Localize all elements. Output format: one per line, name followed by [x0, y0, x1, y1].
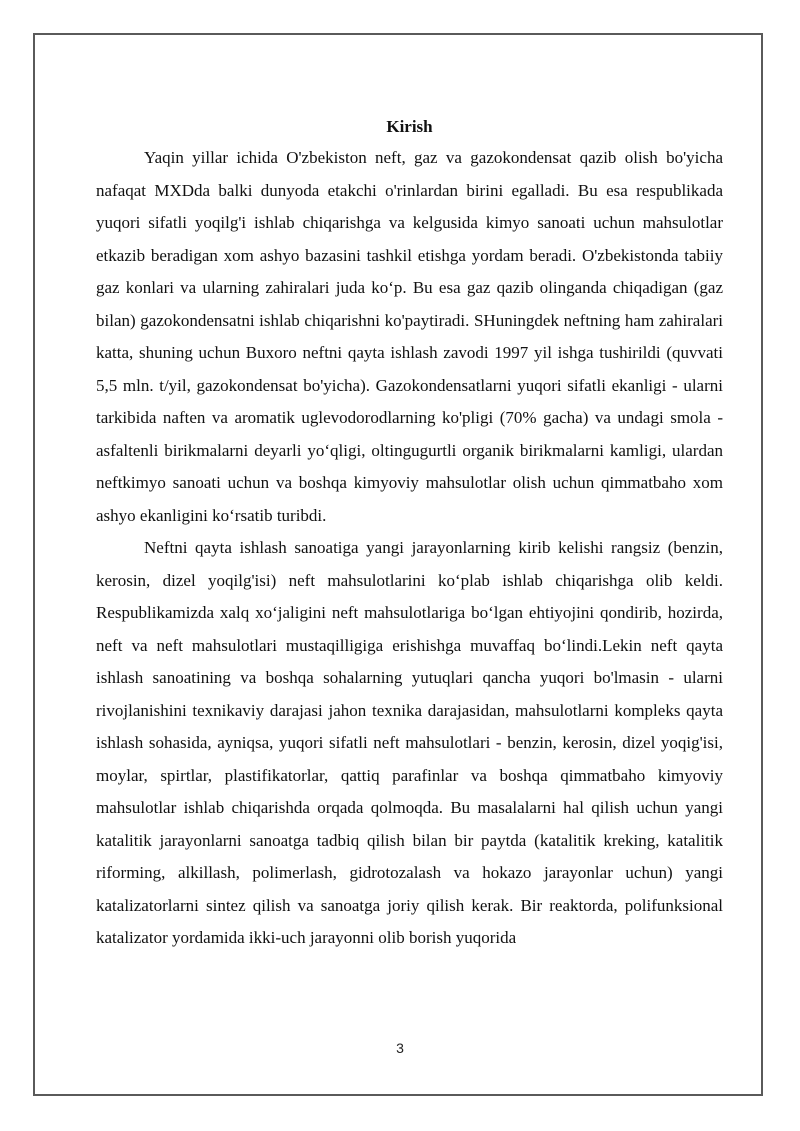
page-number: 3 [396, 1040, 404, 1056]
document-body [96, 112, 723, 955]
paragraph-1: Yaqin yillar ichida O'zbekiston neft, gaz va gazokondensat qazib olish bo'yicha nafaqat MXDda balki dunyoda etakchi o'rinlardan birini egalladi. Bu esa respublikada yuqori sifatli yoqilg'i ishlab chiqarishga va kelgusida kimyo sanoati uchun mahsulotlar etkazib beradigan xom ashyo bazasini tashkil etishga yordam beradi. O'zbekistonda tabiiy gaz konlari va ularning zahiralari juda ko‘p. Bu esa gaz qazib olinganda chiqadigan (gaz bilan) gazokondensatni ishlab chiqarishni ko'paytiradi. SHuningdek neftning ham zahiralari katta, shuning uchun Buxoro neftni qayta ishlash zavodi 1997 yil ishga tushirildi (quvvati 5,5 mln. t/yil, gazokondensat bo'yicha). Gazokondensatlarni yuqori sifatli ekanligi - ularni tarkibida naften va aromatik uglevodorodlarning ko'pligi (70% gacha) va undagi smola - asfaltenli birikmalarni deyarli yo‘qligi, oltingugurtli organik birikmalarni kamligi, ulardan neftkimyo sanoati uchun va boshqa kimyoviy mahsulotlar olish uchun qimmatbaho xom ashyo ekanligini ko‘rsatib turibdi. [96, 148, 723, 525]
section-title: Kirish [386, 117, 433, 136]
paragraph-2: Neftni qayta ishlash sanoatiga yangi jarayonlarning kirib kelishi rangsiz (benzin, kerosin, dizel yoqilg'isi) neft mahsulotlarini ko‘plab ishlab chiqarishga olib keldi. Respublikamizda xalq xo‘jaligini neft mahsulotlariga bo‘lgan ehtiyojini qondirib, hozirda, neft va neft mahsulotlari mustaqilligiga erishishga muvaffaq bo‘lindi.Lekin neft qayta ishlash sanoatining va boshqa sohalarning yutuqlari qancha yuqori bo'lmasin - ularni rivojlanishini texnikaviy darajasi jahon texnika darajasidan, mahsulotlarni kompleks qayta ishlash sohasida, ayniqsa, yuqori sifatli neft mahsulotlari - benzin, kerosin, dizel yoqig'isi, moylar, spirtlar, plastifikatorlar, qattiq parafinlar va boshqa qimmatbaho kimyoviy mahsulotlar ishlab chiqarishda orqada qolmoqda. Bu masalalarni hal qilish uchun yangi katalitik jarayonlarni sanoatga tadbiq qilish bilan bir paytda (katalitik kreking, katalitik riforming, alkillash, polimerlash, gidrotozalash va hokazo jarayonlar uchun) yangi katalizatorlarni sintez qilish va sanoatga joriy qilish kerak. Bir reaktorda, polifunksional katalizator yordamida ikki-uch jarayonni olib borish yuqorida [96, 538, 723, 947]
